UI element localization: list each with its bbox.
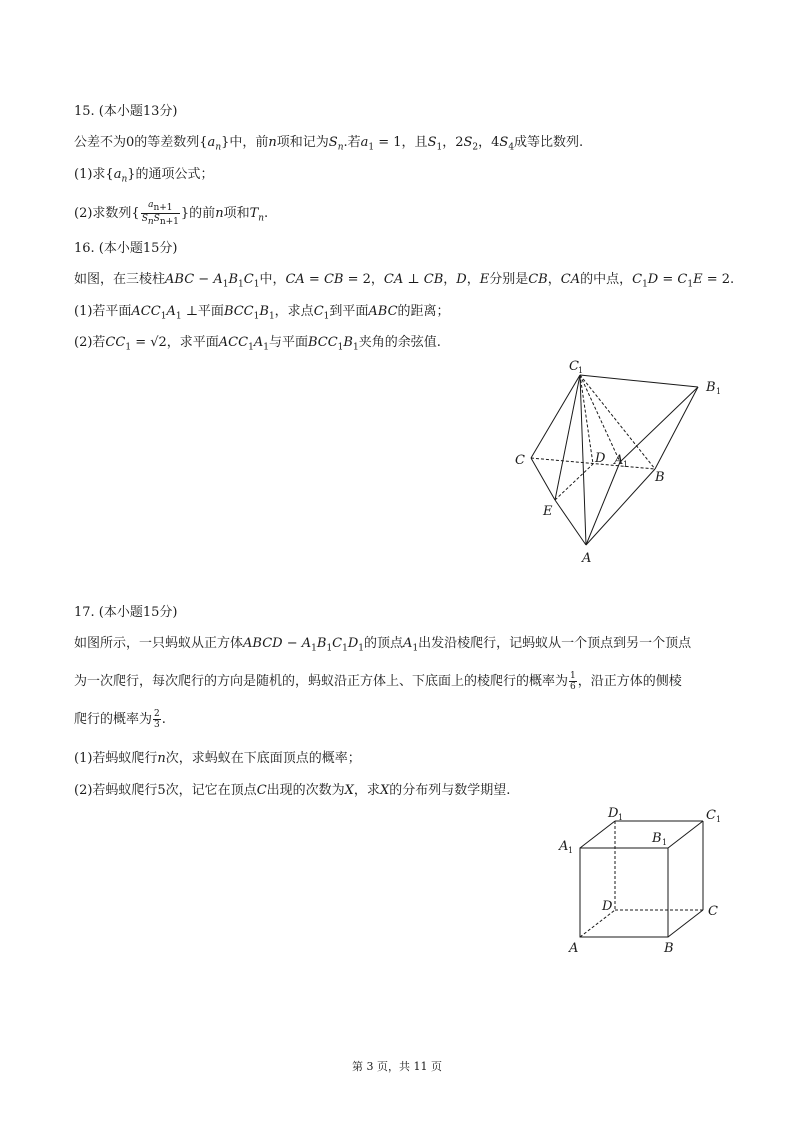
q17-stem-line3: 爬行的概率为 $\frac{2}{3}$ . [74, 709, 166, 730]
label-a1-sub: 1 [568, 846, 574, 855]
page-footer: 第 3 页，共 11 页 [352, 1060, 442, 1073]
q17-stem-line1: 如图所示，一只蚂蚁从正方体ABCD − $A_1B_1C_1D_1$的顶点$A_1$出发沿棱爬行，记蚂蚁从一个顶点到另一个顶点 [74, 636, 692, 654]
label-a: A [582, 551, 592, 566]
label-c1: C [569, 359, 579, 374]
label-d1: D [608, 806, 619, 821]
label-a1: A [559, 839, 569, 854]
q16-prism-figure [505, 352, 730, 570]
q15-fraction: $\frac{a_{n+1}}{S_nS_{n+1}}$ [141, 200, 179, 227]
edge-b1-b [655, 387, 698, 469]
edge-a-d-dashed [580, 910, 615, 937]
label-b: B [664, 941, 674, 956]
label-d: D [595, 451, 606, 466]
edge-c1-c [531, 375, 580, 458]
edge-b1-c1 [668, 821, 703, 848]
q17-part2: (2)若蚂蚁爬行5次，记它在顶点C出现的次数为X，求X的分布列与数学期望. [74, 783, 511, 798]
edge-c1-a1-dashed [580, 375, 620, 462]
edge-e-a [555, 500, 586, 545]
edge-c1-e [555, 375, 580, 500]
label-c: C [515, 453, 525, 468]
label-e: E [543, 504, 553, 519]
cube-front-face [580, 848, 668, 937]
edge-a1-d1 [580, 821, 615, 848]
label-c1-sub: 1 [578, 366, 584, 375]
q17-heading: 17. (本小题15分) [74, 605, 178, 620]
label-a: A [569, 941, 579, 956]
q16-heading: 16. (本小题15分) [74, 241, 178, 256]
q15-stem: 公差不为0的等差数列$\{a_n\}$中，前n项和记为$S_n$.若$a_1 = 1$，且$S_1$，$2S_2$，$4S_4$成等比数列. [74, 135, 584, 153]
label-b1: B [652, 831, 662, 846]
label-d: D [602, 899, 613, 914]
edge-b1-a1 [620, 387, 698, 462]
label-b: B [655, 470, 665, 485]
edge-a1-a [586, 462, 620, 545]
q15-part1: (1)求$\{a_n\}$的通项公式； [74, 167, 214, 185]
label-c1-sub: 1 [716, 815, 722, 824]
q16-stem: 如图，在三棱柱ABC − $A_1B_1C_1$中，CA = CB = 2，CA ⊥ CB，D，E分别是CB，CA的中点，$C_1D = C_1E = 2$. [74, 272, 735, 290]
label-c1: C [706, 808, 716, 823]
edge-c1-b1 [580, 375, 698, 387]
edge-a-b [586, 469, 655, 545]
q16-part1: (1)若平面$ACC_1A_1$ ⊥平面$BCC_1B_1$，求点$C_1$到平面ABC的距离； [74, 304, 450, 322]
edge-c1-a [580, 375, 586, 545]
label-b1-sub: 1 [716, 387, 722, 396]
label-d1-sub: 1 [618, 813, 624, 822]
label-a1: A [614, 453, 624, 468]
q17-prob-base: $\frac{1}{6}$ [570, 671, 576, 692]
edge-c-b-dashed [531, 458, 655, 469]
label-b1: B [706, 380, 716, 395]
label-b1-sub: 1 [662, 838, 668, 847]
edge-c-e [531, 458, 555, 500]
label-c: C [708, 904, 718, 919]
q15-part2: (2)求数列{ $\frac{a_{n+1}}{S_nS_{n+1}}$ }的前n项和$T_n$. [74, 200, 269, 227]
q17-part1: (1)若蚂蚁爬行n次，求蚂蚁在下底面顶点的概率； [74, 751, 361, 766]
q16-part2: (2)若$CC_1 = √2$，求平面$ACC_1A_1$与平面$BCC_1B_1$夹角的余弦值. [74, 335, 441, 353]
q15-heading: 15. (本小题13分) [74, 104, 178, 119]
q17-cube-figure [555, 800, 730, 960]
q17-stem-line2: 为一次爬行，每次爬行的方向是随机的，蚂蚁沿正方体上、下底面上的棱爬行的概率为 $\frac{1}{6}$ ，沿正方体的侧棱 [74, 671, 682, 692]
edge-b-c [668, 910, 703, 937]
label-a1-sub: 1 [623, 460, 629, 469]
q17-prob-side: $\frac{2}{3}$ [154, 709, 160, 730]
